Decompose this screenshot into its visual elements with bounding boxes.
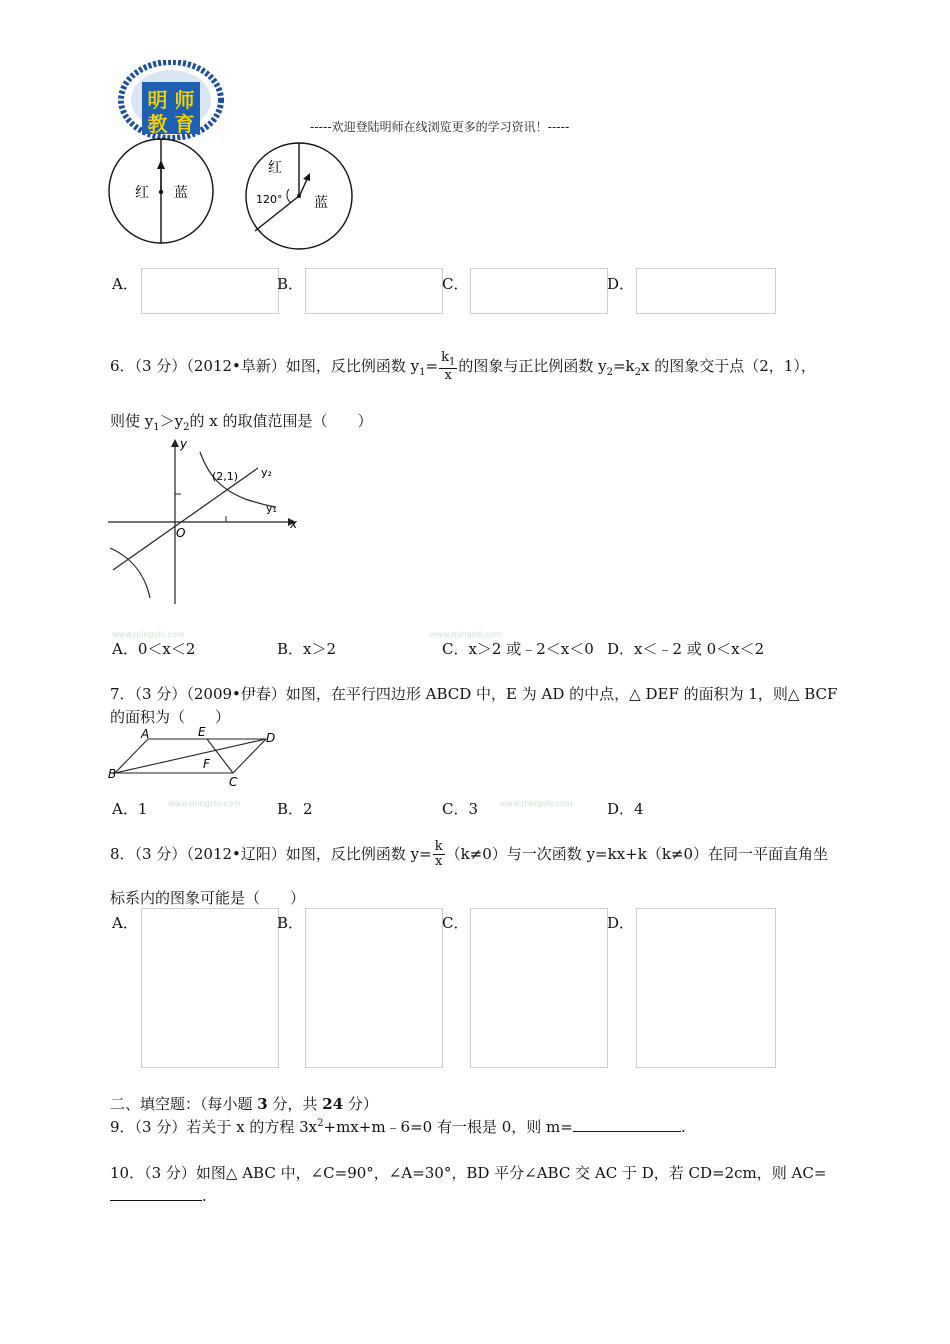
watermark: www.mingshi.com — [112, 630, 185, 639]
spinner1-right-label: 蓝 — [174, 185, 188, 201]
q8-option-a-image — [141, 908, 279, 1068]
watermark: www.mingshi.com — [168, 799, 241, 808]
header-tagline: -----欢迎登陆明师在线浏览更多的学习资讯！----- — [310, 120, 570, 134]
q7-label-a: A — [141, 727, 150, 741]
q7-label-c: C — [229, 775, 238, 789]
q5-option-a-image — [141, 268, 279, 314]
q5-option-c[interactable]: C． — [442, 275, 469, 293]
q5-option-d-image — [636, 268, 776, 314]
q8-fraction: $\frac{k}{x}$ — [434, 839, 443, 870]
q10-answer-line: . — [110, 1186, 207, 1205]
q8-stem-line2: 标系内的图象可能是（ ） — [110, 889, 306, 907]
q7-option-d[interactable]: D．4 — [607, 800, 644, 818]
spinner2-angle-label: 120° — [256, 193, 283, 206]
q8-option-b[interactable]: B． — [277, 914, 304, 932]
logo-char: 明 — [147, 88, 168, 112]
q7-label-d: D — [266, 731, 276, 745]
logo-char: 教 — [147, 112, 168, 136]
q6-option-d[interactable]: D．x＜﹣2 或 0＜x＜2 — [607, 640, 765, 658]
q6-x-axis-label: x — [290, 517, 298, 531]
q7-stem-line2: 的面积为（ ） — [110, 708, 231, 726]
q6-point-label: (2,1) — [212, 470, 239, 483]
q8-option-d[interactable]: D． — [607, 914, 635, 932]
q7-option-c[interactable]: C．3 — [442, 800, 479, 818]
logo-char: 育 — [174, 112, 195, 136]
q6-stem-line1: 6．（3 分）（2012•阜新）如图，反比例函数 $y_1=$ $\frac{k_1}{x}$ 的图象与正比例函数 $y_2=k_2x$ 的图象交于点（2，1）， — [110, 350, 816, 383]
q6-stem-line2: 则使 $y_1>y_2$的 x 的取值范围是（ ） — [110, 412, 373, 433]
q6-fraction: $\frac{k_1}{x}$ — [441, 350, 456, 383]
q6-y-axis-label: y — [180, 438, 188, 451]
q7-label-b: B — [108, 767, 117, 781]
q5-option-d[interactable]: D． — [607, 275, 635, 293]
q6-y1-label: y₁ — [266, 502, 277, 515]
watermark: www.mingshi.com — [430, 630, 503, 639]
q6-option-b[interactable]: B．x＞2 — [277, 640, 337, 658]
watermark: www.mingshi.com — [500, 799, 573, 808]
q8-option-d-image — [636, 908, 776, 1068]
logo-char: 师 — [174, 88, 195, 112]
q7-stem-line1: 7．（3 分）（2009•伊春）如图，在平行四边形 ABCD 中，E 为 AD 的中点，△ DEF 的面积为 1，则△ BCF — [110, 685, 838, 703]
q7-label-e: E — [198, 726, 206, 739]
q6-option-a[interactable]: A．0＜x＜2 — [112, 640, 196, 658]
q6-option-c[interactable]: C．x＞2 或﹣2＜x＜0 — [442, 640, 594, 658]
section2-heading: 二、填空题：（每小题 3 分，共 24 分） — [110, 1095, 378, 1113]
q7-label-f: F — [203, 757, 210, 771]
q9-stem: 9．（3 分）若关于 x 的方程 $3x^2+mx+m﹣6=0$ 有一根是 0，则 m= . — [110, 1118, 686, 1136]
q7-option-a[interactable]: A．1 — [112, 800, 148, 818]
q6-origin-label: O — [176, 526, 186, 540]
spinner2-top-label: 红 — [268, 160, 282, 176]
logo — [118, 60, 224, 140]
q8-option-b-image — [305, 908, 443, 1068]
q7-option-b[interactable]: B．2 — [277, 800, 313, 818]
q5-option-a[interactable]: A． — [112, 275, 138, 293]
q8-stem-line1: 8．（3 分）（2012•辽阳）如图，反比例函数 y= $\frac{k}{x}$ （k≠0）与一次函数 y=kx+k（k≠0）在同一平面直角坐 — [110, 839, 829, 870]
q8-option-c-image — [470, 908, 608, 1068]
q10-stem: 10．（3 分）如图△ ABC 中，∠C=90°，∠A=30°，BD 平分∠ABC 交 AC 于 D，若 CD=2cm，则 AC= — [110, 1164, 827, 1182]
q5-option-b[interactable]: B． — [277, 275, 304, 293]
q7-parallelogram-figure — [108, 726, 283, 790]
spinner-figure-2 — [242, 141, 358, 251]
q5-option-b-image — [305, 268, 443, 314]
q6-y2-label: y₂ — [261, 466, 272, 479]
q6-function-graph — [108, 438, 303, 608]
spinner-figure-1 — [106, 136, 218, 248]
q8-option-a[interactable]: A． — [112, 914, 138, 932]
q10-answer-blank[interactable] — [110, 1186, 202, 1201]
spinner2-right-label: 蓝 — [314, 195, 328, 211]
spinner1-left-label: 红 — [135, 185, 149, 201]
q9-answer-blank[interactable] — [573, 1117, 681, 1132]
q5-option-c-image — [470, 268, 608, 314]
q8-option-c[interactable]: C． — [442, 914, 469, 932]
